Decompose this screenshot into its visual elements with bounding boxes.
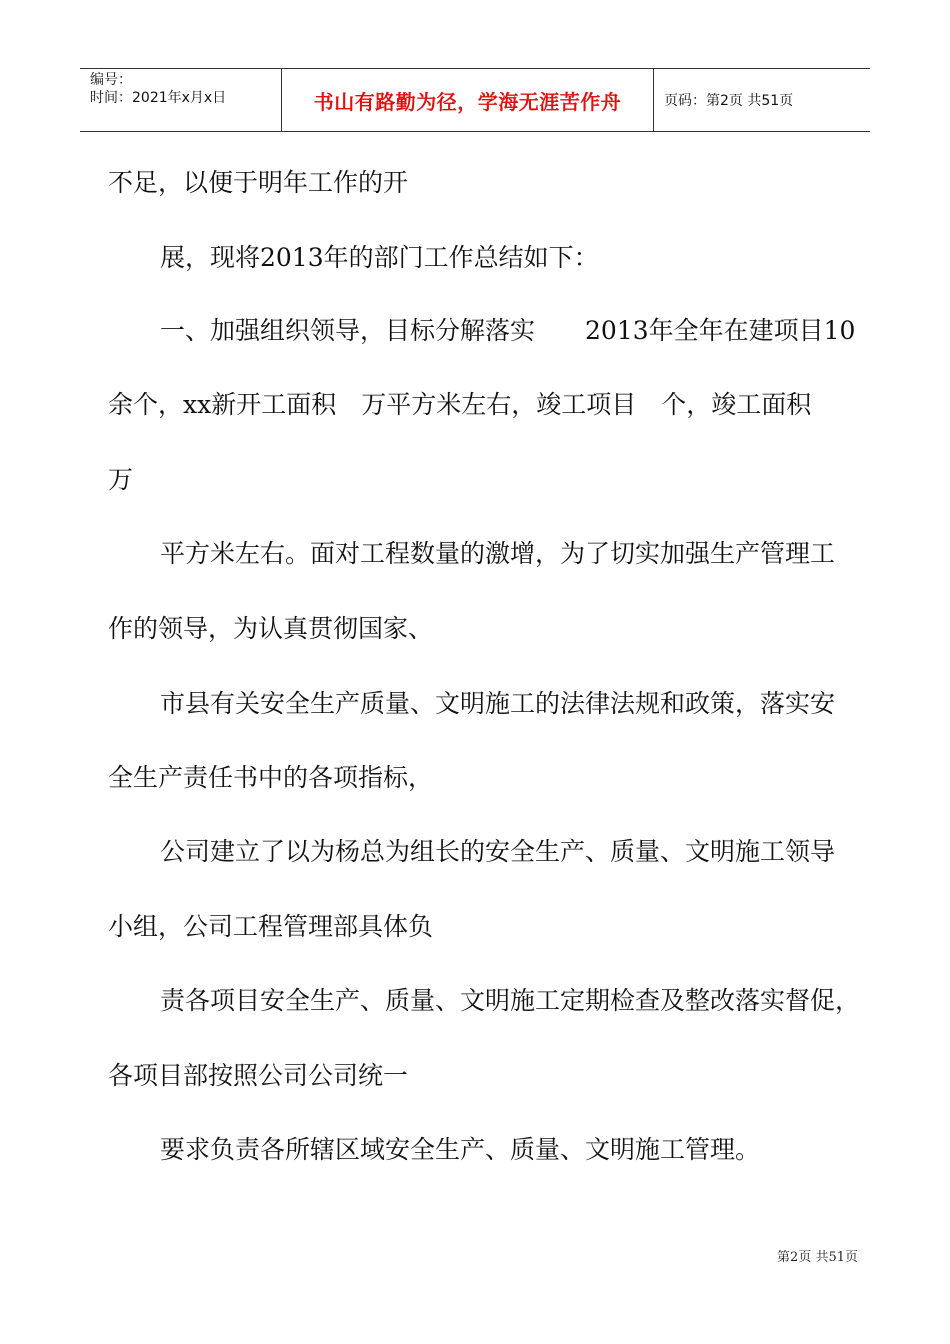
document-date-label: 时间：2021年x月x日 — [90, 90, 227, 106]
page-footer: 第2页 共51页 — [777, 1250, 858, 1265]
header-meta — [80, 69, 282, 131]
body-line: 展，现将2013年的部门工作总结如下： — [160, 243, 599, 272]
header-page-cell — [654, 69, 870, 131]
body-line: 小组，公司工程管理部具体负 — [108, 912, 434, 941]
document-number-label: 编号： — [90, 72, 132, 88]
body-line: 全生产责任书中的各项指标， — [108, 763, 434, 792]
body-line: 一、加强组织领导，目标分解落实 2013年全年在建项目10 — [160, 316, 856, 345]
header-page-number: 页码：第2页 共51页 — [664, 93, 794, 109]
body-line: 各项目部按照公司公司统一 — [108, 1061, 409, 1090]
body-line: 作的领导，为认真贯彻国家、 — [108, 614, 434, 643]
body-line: 不足，以便于明年工作的开 — [108, 168, 409, 197]
body-line: 要求负责各所辖区域安全生产、质量、文明施工管理。 — [160, 1135, 761, 1164]
page-header — [80, 68, 870, 132]
body-line: 责各项目安全生产、质量、文明施工定期检查及整改落实督促， — [160, 986, 861, 1015]
header-motto: 书山有路勤为径，学海无涯苦作舟 — [313, 89, 622, 114]
body-line: 平方米左右。面对工程数量的激增，为了切实加强生产管理工 — [160, 539, 836, 568]
header-motto-cell — [282, 69, 654, 131]
body-line: 余个，xx新开工面积 万平方米左右，竣工项目 个，竣工面积 — [108, 390, 812, 419]
body-line: 公司建立了以为杨总为组长的安全生产、质量、文明施工领导 — [160, 837, 836, 866]
body-line: 万 — [108, 465, 134, 494]
body-line: 市县有关安全生产质量、文明施工的法律法规和政策，落实安 — [160, 689, 836, 718]
